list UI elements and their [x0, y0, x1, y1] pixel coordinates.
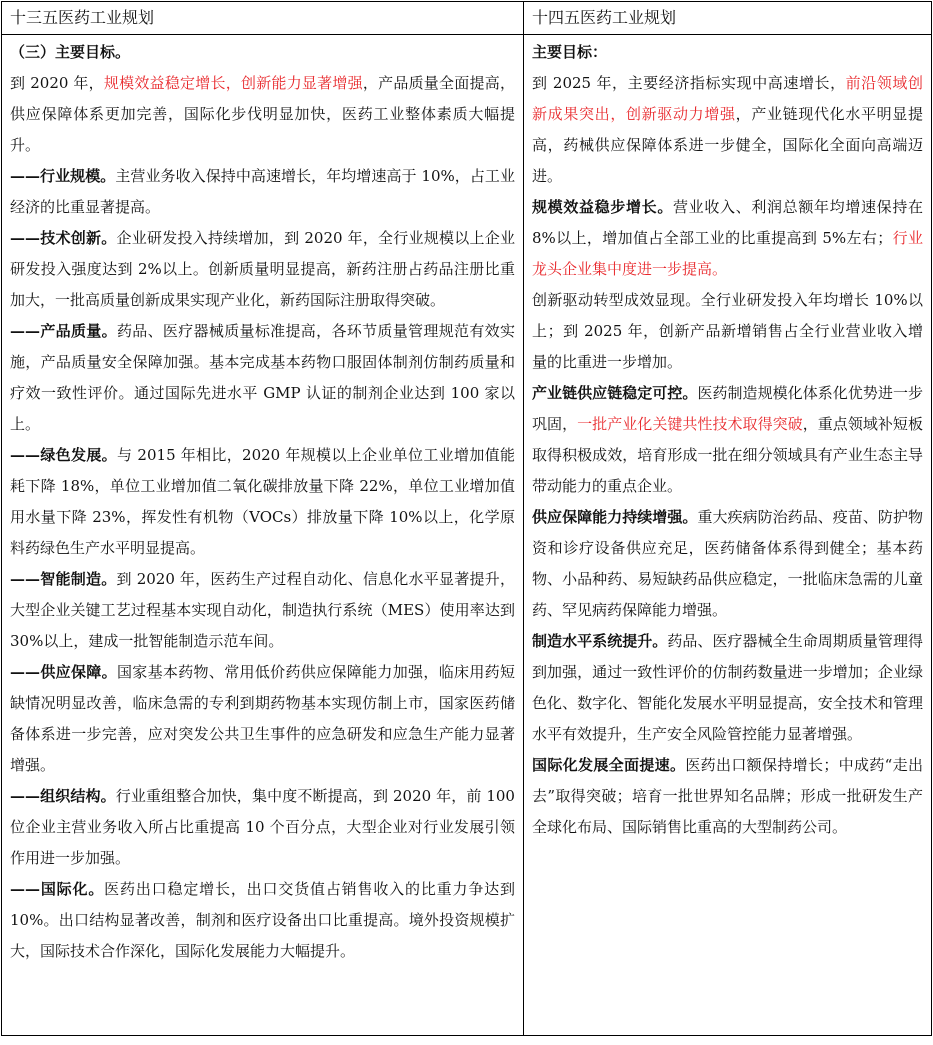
right-item-body: 医药制造规模化体系化优势进一步巩固，: [532, 384, 923, 433]
left-item-tech-innovation: [10, 223, 515, 316]
left-item-body: 与 2015 年相比，2020 年规模以上企业单位工业增加值能耗下降 18%，单位工业增加值二氧化碳排放量下降 22%，单位工业增加值用水量下降 23%，挥发性有机物（VOCs）排放量下降 10%以上，化学原料药绿色生产水平明显提高。: [10, 446, 515, 557]
left-heading: （三）主要目标。: [10, 43, 131, 61]
right-item-body: ，重点领域补短板取得积极成效，培育形成一批在细分领域具有产业生态主导带动能力的重点企业。: [532, 415, 923, 495]
comparison-table: [1, 1, 932, 1036]
left-item-title: ——绿色发展。: [10, 446, 117, 464]
left-cell-13th-plan: [2, 35, 524, 1036]
left-item-supply-guarantee: [10, 657, 515, 781]
right-cell-14th-plan: [524, 35, 932, 1036]
right-item-body: 营业收入、利润总额年均增速保持在 8%以上，增加值占全部工业的比重提高到 5%左右；: [532, 198, 923, 247]
right-item-title: 制造水平系统提升。: [532, 632, 668, 650]
right-item-highlight: 一批产业化关键共性技术取得突破: [577, 415, 803, 433]
right-item-innovation-driven: 创新驱动转型成效显现。全行业研发投入年均增长 10%以上；到 2025 年，创新产品新增销售占全行业营业收入增量的比重进一步增加。: [532, 291, 923, 371]
right-item-scale-benefit: [532, 192, 923, 285]
left-item-green-development: [10, 440, 515, 564]
left-item-body: 行业重组整合加快，集中度不断提高，到 2020 年，前 100 位企业主营业务收入所占比重提高 10 个百分点，大型企业对行业发展引领作用进一步加强。: [10, 787, 515, 867]
left-item-title: ——国际化。: [10, 880, 105, 898]
right-intro-highlight: 前沿领域创新成果突出，创新驱动力增强: [532, 74, 923, 123]
right-intro-text-b: ，产业链现代化水平明显提高，药械供应保障体系进一步健全，国际化全面向高端迈进。: [532, 105, 923, 185]
left-item-internationalization: [10, 874, 515, 967]
table-body-row: [2, 35, 932, 1036]
left-item-title: ——行业规模。: [10, 167, 116, 185]
left-item-title: ——产品质量。: [10, 322, 117, 340]
header-13th-plan: 十三五医药工业规划: [2, 2, 524, 35]
left-intro-text-b: ，产品质量全面提高，供应保障体系更加完善，国际化步伐明显加快，医药工业整体素质大幅提升。: [10, 74, 515, 154]
comparison-document: [0, 1, 933, 1036]
left-item-body: 药品、医疗器械质量标准提高，各环节质量管理规范有效实施，产品质量安全保障加强。基本完成基本药物口服固体制剂仿制药质量和疗效一致性评价。通过国际先进水平 GMP 认证的制剂企业达到 100 家以上。: [10, 322, 515, 433]
left-item-org-structure: [10, 781, 515, 874]
left-item-body: 国家基本药物、常用低价药供应保障能力加强，临床用药短缺情况明显改善，临床急需的专利到期药物基本实现仿制上市，国家医药储备体系进一步完善，应对突发公共卫生事件的应急研发和应急生产能力显著增强。: [10, 663, 515, 774]
right-item-supply-chain: [532, 378, 923, 502]
right-item-internationalization: [532, 750, 923, 843]
right-item-supply-capacity: [532, 502, 923, 626]
left-item-smart-manufacturing: [10, 564, 515, 657]
right-intro-text-a: 到 2025 年，主要经济指标实现中高速增长，: [532, 74, 846, 92]
left-item-title: ——组织结构。: [10, 787, 116, 805]
left-intro-text-a: 到 2020 年，: [10, 74, 104, 92]
left-item-body: 企业研发投入持续增加，到 2020 年，全行业规模以上企业研发投入强度达到 2%以上。创新质量明显提高，新药注册占药品注册比重加大，一批高质量创新成果实现产业化，新药国际注册取得突破。: [10, 229, 515, 309]
header-14th-plan: 十四五医药工业规划: [524, 2, 932, 35]
table-header-row: [2, 2, 932, 35]
left-item-title: ——智能制造。: [10, 570, 117, 588]
left-item-body: 主营业务收入保持中高速增长，年均增速高于 10%，占工业经济的比重显著提高。: [10, 167, 515, 216]
left-item-body: 到 2020 年，医药生产过程自动化、信息化水平显著提升，大型企业关键工艺过程基本实现自动化，制造执行系统（MES）使用率达到 30%以上，建成一批智能制造示范车间。: [10, 570, 515, 650]
right-item-title: 供应保障能力持续增强。: [532, 508, 698, 526]
right-item-body: 重大疾病防治药品、疫苗、防护物资和诊疗设备供应充足，医药储备体系得到健全；基本药物、小品种药、易短缺药品供应稳定，一批临床急需的儿童药、罕见病药保障能力增强。: [532, 508, 923, 619]
right-item-title: 国际化发展全面提速。: [532, 756, 686, 774]
left-item-industry-scale: [10, 161, 515, 223]
right-heading: 主要目标：: [532, 43, 608, 61]
left-intro-highlight: 规模效益稳定增长，创新能力显著增强: [103, 74, 363, 92]
left-item-product-quality: [10, 316, 515, 440]
left-intro: [10, 68, 515, 161]
right-intro: [532, 68, 923, 192]
right-item-highlight: 行业龙头企业集中度进一步提高。: [532, 229, 923, 278]
left-item-title: ——技术创新。: [10, 229, 117, 247]
left-item-title: ——供应保障。: [10, 663, 117, 681]
right-item-manufacturing-level: [532, 626, 923, 750]
right-item-title: 规模效益稳步增长。: [532, 198, 673, 216]
right-item-body: 医药出口额保持增长；中成药“走出去”取得突破；培育一批世界知名品牌；形成一批研发生产全球化布局、国际销售比重高的大型制药公司。: [532, 756, 923, 836]
right-item-title: 产业链供应链稳定可控。: [532, 384, 698, 402]
left-item-body: 医药出口稳定增长，出口交货值占销售收入的比重力争达到 10%。出口结构显著改善，制剂和医疗设备出口比重提高。境外投资规模扩大，国际技术合作深化，国际化发展能力大幅提升。: [10, 880, 515, 960]
right-item-body: 药品、医疗器械全生命周期质量管理得到加强，通过一致性评价的仿制药数量进一步增加；企业绿色化、数字化、智能化发展水平明显提高，安全技术和管理水平有效提升，生产安全风险管控能力显著增强。: [532, 632, 923, 743]
